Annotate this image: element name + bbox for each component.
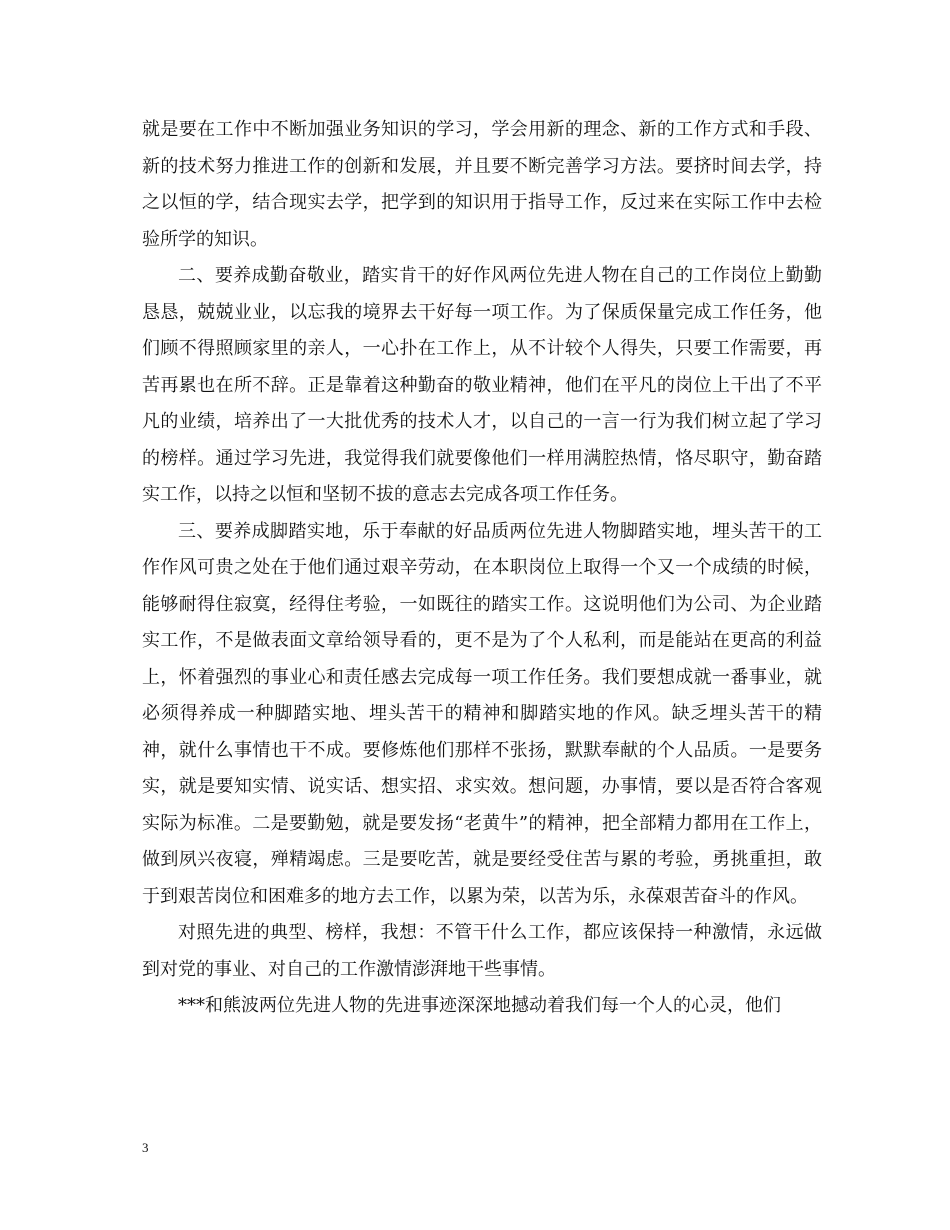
page-number: 3	[142, 1140, 149, 1155]
document-body	[142, 112, 822, 1025]
paragraph-section-two: 二、要养成勤奋敬业，踏实肯干的好作风两位先进人物在自己的工作岗位上勤勤恳恳，兢兢业业，以忘我的境界去干好每一项工作。为了保质保量完成工作任务，他们顾不得照顾家里的亲人，一心扑在工作上，从不计较个人得失，只要工作需要，再苦再累也在所不辞。正是靠着这种勤奋的敬业精神，他们在平凡的岗位上干出了不平凡的业绩，培养出了一大批优秀的技术人才，以自己的一言一行为我们树立起了学习的榜样。通过学习先进，我觉得我们就要像他们一样用满腔热情，恪尽职守，勤奋踏实工作，以持之以恒和坚韧不拔的意志去完成各项工作任务。	[142, 265, 822, 505]
paragraph-section-three: 三、要养成脚踏实地，乐于奉献的好品质两位先进人物脚踏实地，埋头苦干的工作作风可贵之处在于他们通过艰辛劳动，在本职岗位上取得一个又一个成绩的时候，能够耐得住寂寞，经得住考验，一如既往的踏实工作。这说明他们为公司、为企业踏实工作，不是做表面文章给领导看的，更不是为了个人私利，而是能站在更高的利益上，怀着强烈的事业心和责任感去完成每一项工作任务。我们要想成就一番事业，就必须得养成一种脚踏实地、埋头苦干的精神和脚踏实地的作风。缺乏埋头苦干的精神，就什么事情也干不成。要修炼他们那样不张扬，默默奉献的个人品质。一是要务实，就是要知实情、说实话、想实招、求实效。想问题，办事情，要以是否符合客观实际为标准。二是要勤勉，就是要发扬“老黄牛”的精神，把全部精力都用在工作上，做到夙兴夜寝，殚精竭虑。三是要吃苦，就是要经受住苦与累的考验，勇挑重担，敢于到艰苦岗位和困难多的地方去工作，以累为荣，以苦为乐，永葆艰苦奋斗的作风。	[142, 520, 822, 907]
paragraph-reflection: 对照先进的典型、榜样，我想：不管干什么工作，都应该保持一种激情，永远做到对党的事业、对自己的工作激情澎湃地干些事情。	[142, 922, 822, 980]
paragraph-continuation: 就是要在工作中不断加强业务知识的学习，学会用新的理念、新的工作方式和手段、新的技术努力推进工作的创新和发展，并且要不断完善学习方法。要挤时间去学，持之以恒的学，结合现实去学，把学到的知识用于指导工作，反过来在实际工作中去检验所学的知识。	[142, 119, 822, 250]
paragraph-closing: ***和熊波两位先进人物的先进事迹深深地撼动着我们每一个人的心灵，他们	[178, 995, 781, 1016]
